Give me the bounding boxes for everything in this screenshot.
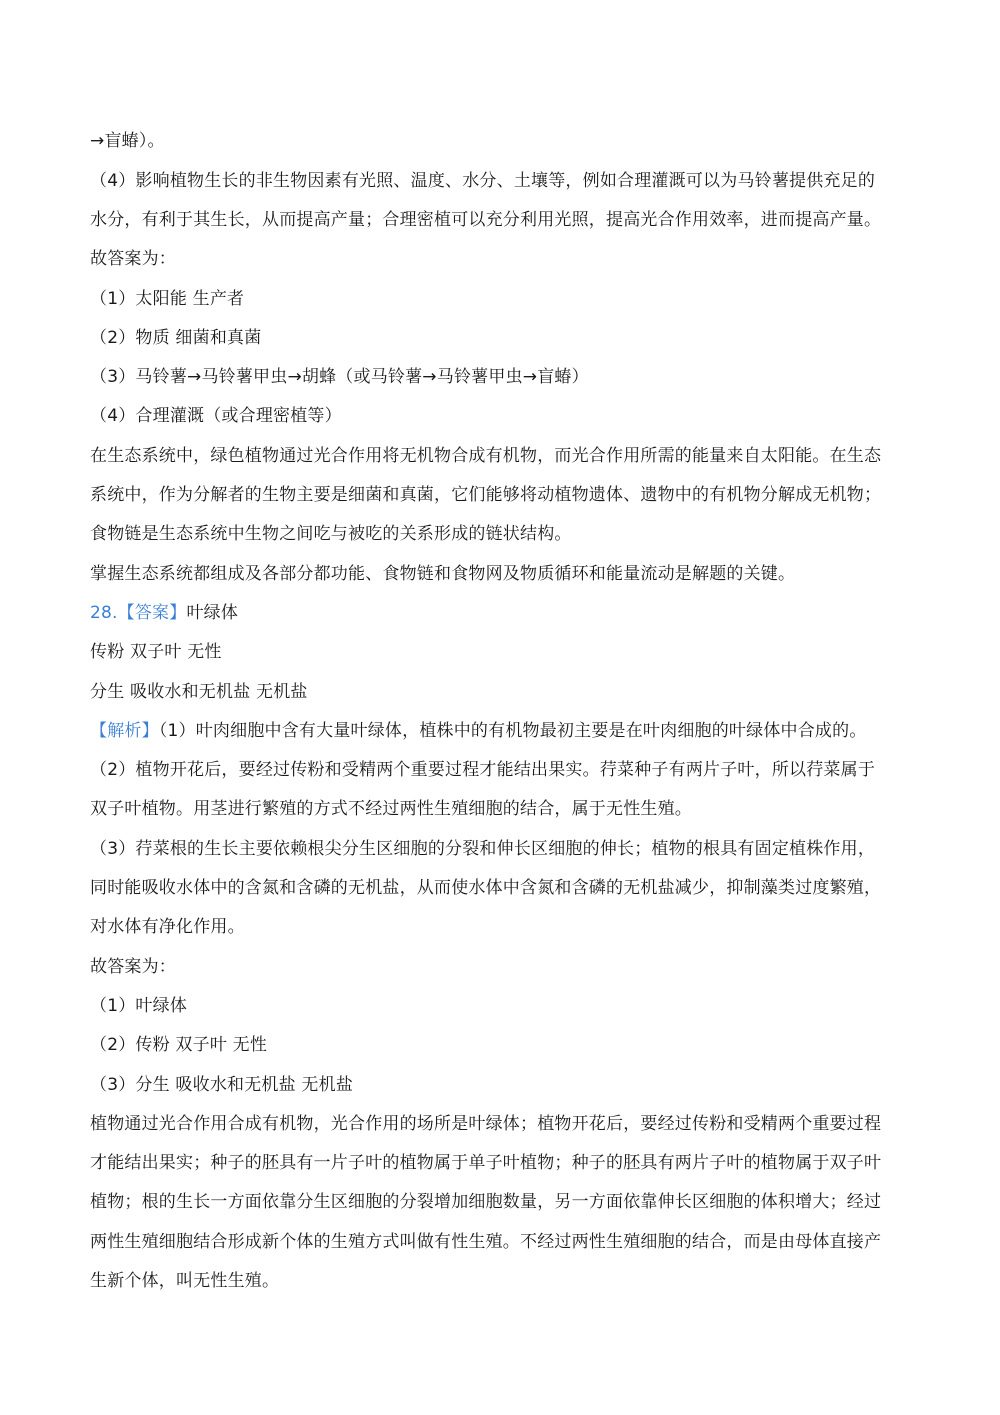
text-line: 系统中，作为分解者的生物主要是细菌和真菌，它们能够将动植物遗体、遗物中的有机物分解成无机物； <box>90 485 882 505</box>
analysis-line <box>90 719 920 743</box>
text-line: 水分，有利于其生长，从而提高产量；合理密植可以充分利用光照，提高光合作用效率，进而提高产量。 <box>90 210 882 230</box>
text-line: （3）分生 吸收水和无机盐 无机盐 <box>90 1075 354 1095</box>
text-line: 掌握生态系统都组成及各部分都功能、食物链和食物网及物质循环和能量流动是解题的关键。 <box>90 564 796 584</box>
text-line: （2）传粉 双子叶 无性 <box>90 1035 268 1055</box>
text-line: 植物；根的生长一方面依靠分生区细胞的分裂增加细胞数量，另一方面依靠伸长区细胞的体积增大；经过 <box>90 1192 882 1212</box>
text-line: 对水体有净化作用。 <box>90 917 245 937</box>
text-line: →盲蝽）。 <box>90 131 165 151</box>
text-line: （2）植物开花后，要经过传粉和受精两个重要过程才能结出果实。荇菜种子有两片子叶，所以荇菜属于 <box>90 760 876 780</box>
text-line: （2）物质 细菌和真菌 <box>90 328 262 348</box>
text-line: 双子叶植物。用茎进行繁殖的方式不经过两性生殖细胞的结合，属于无性生殖。 <box>90 799 692 819</box>
analysis-label: 【解析】 <box>90 721 159 741</box>
text-line: 两性生殖细胞结合形成新个体的生殖方式叫做有性生殖。不经过两性生殖细胞的结合，而是由母体直接产 <box>90 1232 882 1252</box>
text-line: （1）太阳能 生产者 <box>90 289 245 309</box>
answer-text: 叶绿体 <box>186 603 239 623</box>
text-line: （3）荇菜根的生长主要依赖根尖分生区细胞的分裂和伸长区细胞的伸长；植物的根具有固定植株作用， <box>90 839 876 859</box>
analysis-text: （1）叶肉细胞中含有大量叶绿体，植株中的有机物最初主要是在叶肉细胞的叶绿体中合成的。 <box>158 721 867 741</box>
text-line: 食物链是生态系统中生物之间吃与被吃的关系形成的链状结构。 <box>90 524 572 544</box>
answer-line: 传粉 双子叶 无性 <box>90 642 222 662</box>
text-line: 同时能吸收水体中的含氮和含磷的无机盐，从而使水体中含氮和含磷的无机盐减少，抑制藻类过度繁殖， <box>90 878 882 898</box>
text-line: 故答案为： <box>90 249 176 269</box>
question-number: 28. <box>90 603 118 623</box>
text-line: 故答案为： <box>90 957 176 977</box>
q28-answer-line <box>90 601 920 625</box>
text-line: （4）合理灌溉（或合理密植等） <box>90 406 342 426</box>
text-line: 在生态系统中，绿色植物通过光合作用将无机物合成有机物，而光合作用所需的能量来自太阳能。在生态 <box>90 446 882 466</box>
text-line: 植物通过光合作用合成有机物，光合作用的场所是叶绿体；植物开花后，要经过传粉和受精两个重要过程 <box>90 1114 882 1134</box>
text-line: 生新个体，叫无性生殖。 <box>90 1271 280 1291</box>
text-line: 才能结出果实；种子的胚具有一片子叶的植物属于单子叶植物；种子的胚具有两片子叶的植物属于双子叶 <box>90 1153 882 1173</box>
answer-line: 分生 吸收水和无机盐 无机盐 <box>90 682 308 702</box>
text-line: （1）叶绿体 <box>90 996 188 1016</box>
answer-label: 【答案】 <box>117 603 187 623</box>
text-line: （4）影响植物生长的非生物因素有光照、温度、水分、土壤等，例如合理灌溉可以为马铃薯提供充足的 <box>90 171 876 191</box>
text-line: （3）马铃薯→马铃薯甲虫→胡蜂（或马铃薯→马铃薯甲虫→盲蝽） <box>90 367 589 387</box>
